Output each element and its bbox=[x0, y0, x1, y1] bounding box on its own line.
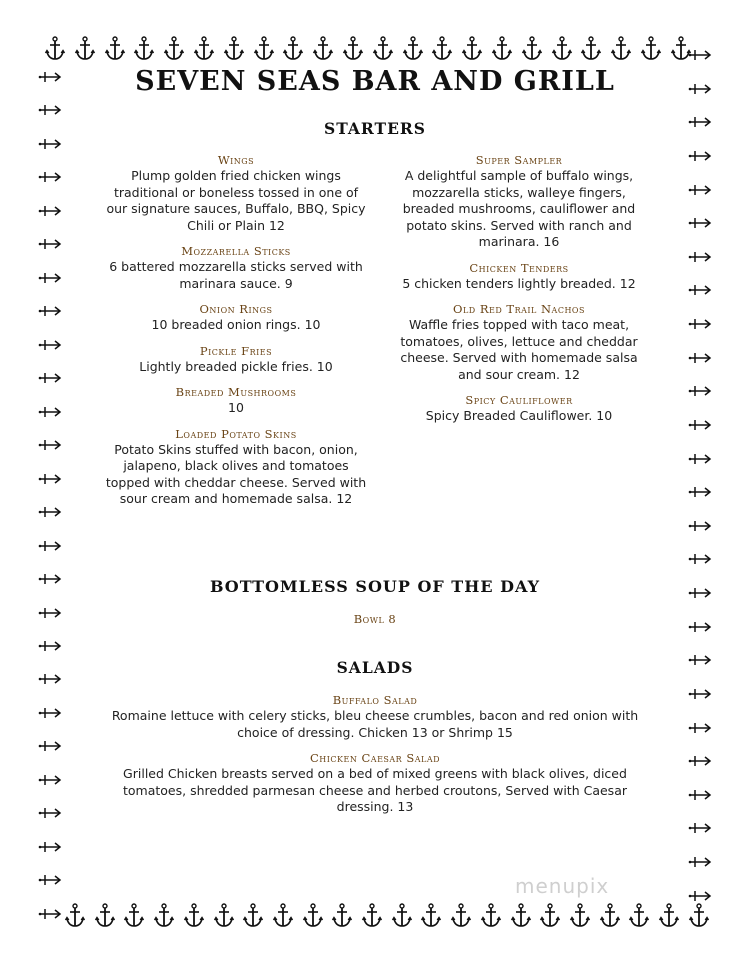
item-name: Wings bbox=[217, 153, 255, 167]
harpoon-icon bbox=[38, 672, 62, 686]
harpoon-icon bbox=[38, 472, 62, 486]
menu-item bbox=[104, 384, 368, 417]
harpoon-icon bbox=[688, 721, 712, 735]
harpoon-icon bbox=[38, 806, 62, 820]
anchor-icon bbox=[610, 36, 632, 62]
starters-left-column bbox=[104, 152, 368, 517]
anchor-icon bbox=[480, 903, 502, 929]
anchor-icon bbox=[183, 903, 205, 929]
harpoon-icon bbox=[38, 639, 62, 653]
item-description: A delightful sample of buffalo wings, mozzarella sticks, walleye fingers, breaded mushrooms, cauliflower and potato skins. Served with ranch and marinara. 16 bbox=[402, 168, 636, 249]
anchor-icon bbox=[640, 36, 662, 62]
harpoon-icon bbox=[38, 304, 62, 318]
harpoon-icon bbox=[38, 840, 62, 854]
anchor-icon bbox=[688, 903, 710, 929]
item-description: Spicy Breaded Cauliflower. 10 bbox=[425, 408, 613, 423]
menu-item bbox=[392, 152, 646, 251]
harpoon-icon bbox=[688, 283, 712, 297]
harpoon-icon bbox=[688, 653, 712, 667]
harpoon-icon bbox=[38, 204, 62, 218]
border-top bbox=[44, 36, 692, 62]
anchor-icon bbox=[253, 36, 275, 62]
starters-right-column bbox=[392, 152, 646, 434]
anchor-icon bbox=[342, 36, 364, 62]
harpoon-icon bbox=[38, 773, 62, 787]
anchor-icon bbox=[242, 903, 264, 929]
anchor-icon bbox=[44, 36, 66, 62]
anchor-icon bbox=[420, 903, 442, 929]
anchor-icon bbox=[213, 903, 235, 929]
harpoon-icon bbox=[38, 103, 62, 117]
harpoon-icon bbox=[688, 250, 712, 264]
harpoon-icon bbox=[38, 572, 62, 586]
item-name: Chicken Tenders bbox=[469, 260, 569, 275]
anchor-icon bbox=[104, 36, 126, 62]
anchor-icon bbox=[599, 903, 621, 929]
menu-item bbox=[392, 301, 646, 383]
harpoon-icon bbox=[688, 855, 712, 869]
anchor-icon bbox=[163, 36, 185, 62]
anchor-icon bbox=[153, 903, 175, 929]
anchor-icon bbox=[551, 36, 573, 62]
harpoon-icon bbox=[38, 237, 62, 251]
harpoon-icon bbox=[688, 418, 712, 432]
anchor-icon bbox=[133, 36, 155, 62]
item-description: Romaine lettuce with celery sticks, bleu cheese crumbles, bacon and red onion with choice of dressing. Chicken 13 or Shrimp 15 bbox=[111, 708, 639, 740]
anchor-icon bbox=[402, 36, 424, 62]
menu-item bbox=[104, 243, 368, 292]
border-right bbox=[688, 48, 712, 903]
item-description: 5 chicken tenders lightly breaded. 12 bbox=[402, 275, 636, 291]
anchor-icon bbox=[391, 903, 413, 929]
item-description: Grilled Chicken breasts served on a bed of mixed greens with black olives, diced tomatoes, shredded parmesan cheese and herbed croutons, Served with Caesar dressing. 13 bbox=[123, 766, 627, 814]
harpoon-icon bbox=[688, 552, 712, 566]
item-name: Chicken Caesar Salad bbox=[309, 751, 441, 765]
border-left bbox=[38, 70, 62, 921]
harpoon-icon bbox=[688, 586, 712, 600]
harpoon-icon bbox=[688, 149, 712, 163]
harpoon-icon bbox=[38, 70, 62, 84]
harpoon-icon bbox=[688, 788, 712, 802]
item-description: 6 battered mozzarella sticks served with marinara sauce. 9 bbox=[109, 259, 363, 291]
starters-heading: STARTERS bbox=[324, 119, 426, 138]
item-name: Breaded Mushrooms bbox=[175, 385, 297, 399]
anchor-icon bbox=[510, 903, 532, 929]
anchor-icon bbox=[312, 36, 334, 62]
salads-block bbox=[104, 692, 646, 825]
harpoon-icon bbox=[688, 889, 712, 903]
item-description: 10 breaded onion rings. 10 bbox=[151, 317, 321, 332]
salads-heading: SALADS bbox=[336, 658, 414, 677]
menu-item bbox=[104, 343, 368, 376]
harpoon-icon bbox=[688, 351, 712, 365]
harpoon-icon bbox=[688, 384, 712, 398]
anchor-icon bbox=[272, 903, 294, 929]
harpoon-icon bbox=[38, 539, 62, 553]
anchor-icon bbox=[193, 36, 215, 62]
menu-item bbox=[392, 392, 646, 425]
harpoon-icon bbox=[688, 821, 712, 835]
anchor-icon bbox=[64, 903, 86, 929]
item-name: Onion Rings bbox=[199, 302, 273, 316]
soup-block bbox=[104, 611, 646, 627]
harpoon-icon bbox=[38, 739, 62, 753]
item-name: Old Red Trail Nachos bbox=[453, 302, 585, 316]
item-name: Buffalo Salad bbox=[332, 693, 418, 707]
harpoon-icon bbox=[38, 371, 62, 385]
anchor-icon bbox=[491, 36, 513, 62]
anchor-icon bbox=[431, 36, 453, 62]
anchor-icon bbox=[580, 36, 602, 62]
harpoon-icon bbox=[38, 405, 62, 419]
harpoon-icon bbox=[38, 170, 62, 184]
harpoon-icon bbox=[688, 216, 712, 230]
menu-item bbox=[104, 426, 368, 508]
harpoon-icon bbox=[688, 485, 712, 499]
harpoon-icon bbox=[38, 606, 62, 620]
harpoon-icon bbox=[688, 183, 712, 197]
item-name: Spicy Cauliflower bbox=[465, 393, 573, 407]
item-name: Mozzarella Sticks bbox=[181, 244, 291, 258]
anchor-icon bbox=[361, 903, 383, 929]
harpoon-icon bbox=[688, 317, 712, 331]
watermark: menupix bbox=[515, 874, 610, 898]
harpoon-icon bbox=[38, 137, 62, 151]
anchor-icon bbox=[302, 903, 324, 929]
soup-heading: BOTTOMLESS SOUP OF THE DAY bbox=[209, 577, 541, 596]
item-name: Super Sampler bbox=[475, 153, 563, 167]
menu-item bbox=[392, 260, 646, 293]
menu-item bbox=[104, 301, 368, 334]
harpoon-icon bbox=[38, 706, 62, 720]
menu-item bbox=[104, 692, 646, 741]
anchor-icon bbox=[94, 903, 116, 929]
harpoon-icon bbox=[688, 687, 712, 701]
item-description: Plump golden fried chicken wings traditional or boneless tossed in one of our signature sauces, Buffalo, BBQ, Spicy Chili or Plain 12 bbox=[106, 168, 366, 233]
anchor-icon bbox=[628, 903, 650, 929]
anchor-icon bbox=[461, 36, 483, 62]
item-name: Bowl 8 bbox=[353, 612, 397, 626]
restaurant-title: SEVEN SEAS BAR AND GRILL bbox=[135, 66, 615, 97]
harpoon-icon bbox=[688, 452, 712, 466]
harpoon-icon bbox=[688, 115, 712, 129]
anchor-icon bbox=[74, 36, 96, 62]
harpoon-icon bbox=[688, 48, 712, 62]
harpoon-icon bbox=[38, 271, 62, 285]
harpoon-icon bbox=[688, 82, 712, 96]
harpoon-icon bbox=[688, 754, 712, 768]
harpoon-icon bbox=[38, 873, 62, 887]
anchor-icon bbox=[331, 903, 353, 929]
harpoon-icon bbox=[688, 519, 712, 533]
anchor-icon bbox=[539, 903, 561, 929]
harpoon-icon bbox=[688, 620, 712, 634]
menu-item bbox=[104, 750, 646, 816]
harpoon-icon bbox=[38, 438, 62, 452]
item-name: Pickle Fries bbox=[199, 343, 273, 358]
anchor-icon bbox=[569, 903, 591, 929]
menu-item bbox=[104, 152, 368, 234]
anchor-icon bbox=[282, 36, 304, 62]
item-description: Potato Skins stuffed with bacon, onion, jalapeno, black olives and tomatoes topped with cheddar cheese. Served with sour cream and homemade salsa. 12 bbox=[105, 441, 367, 506]
harpoon-icon bbox=[38, 907, 62, 921]
item-name: Loaded Potato Skins bbox=[175, 426, 297, 441]
harpoon-icon bbox=[38, 505, 62, 519]
anchor-icon bbox=[450, 903, 472, 929]
item-description: Waffle fries topped with taco meat, tomatoes, olives, lettuce and cheddar cheese. Served with homemade salsa and sour cream. 12 bbox=[400, 317, 638, 382]
border-bottom bbox=[64, 903, 710, 929]
item-description: 10 bbox=[228, 400, 244, 415]
anchor-icon bbox=[658, 903, 680, 929]
item-description: Lightly breaded pickle fries. 10 bbox=[139, 358, 333, 374]
anchor-icon bbox=[521, 36, 543, 62]
harpoon-icon bbox=[38, 338, 62, 352]
anchor-icon bbox=[123, 903, 145, 929]
anchor-icon bbox=[372, 36, 394, 62]
anchor-icon bbox=[223, 36, 245, 62]
